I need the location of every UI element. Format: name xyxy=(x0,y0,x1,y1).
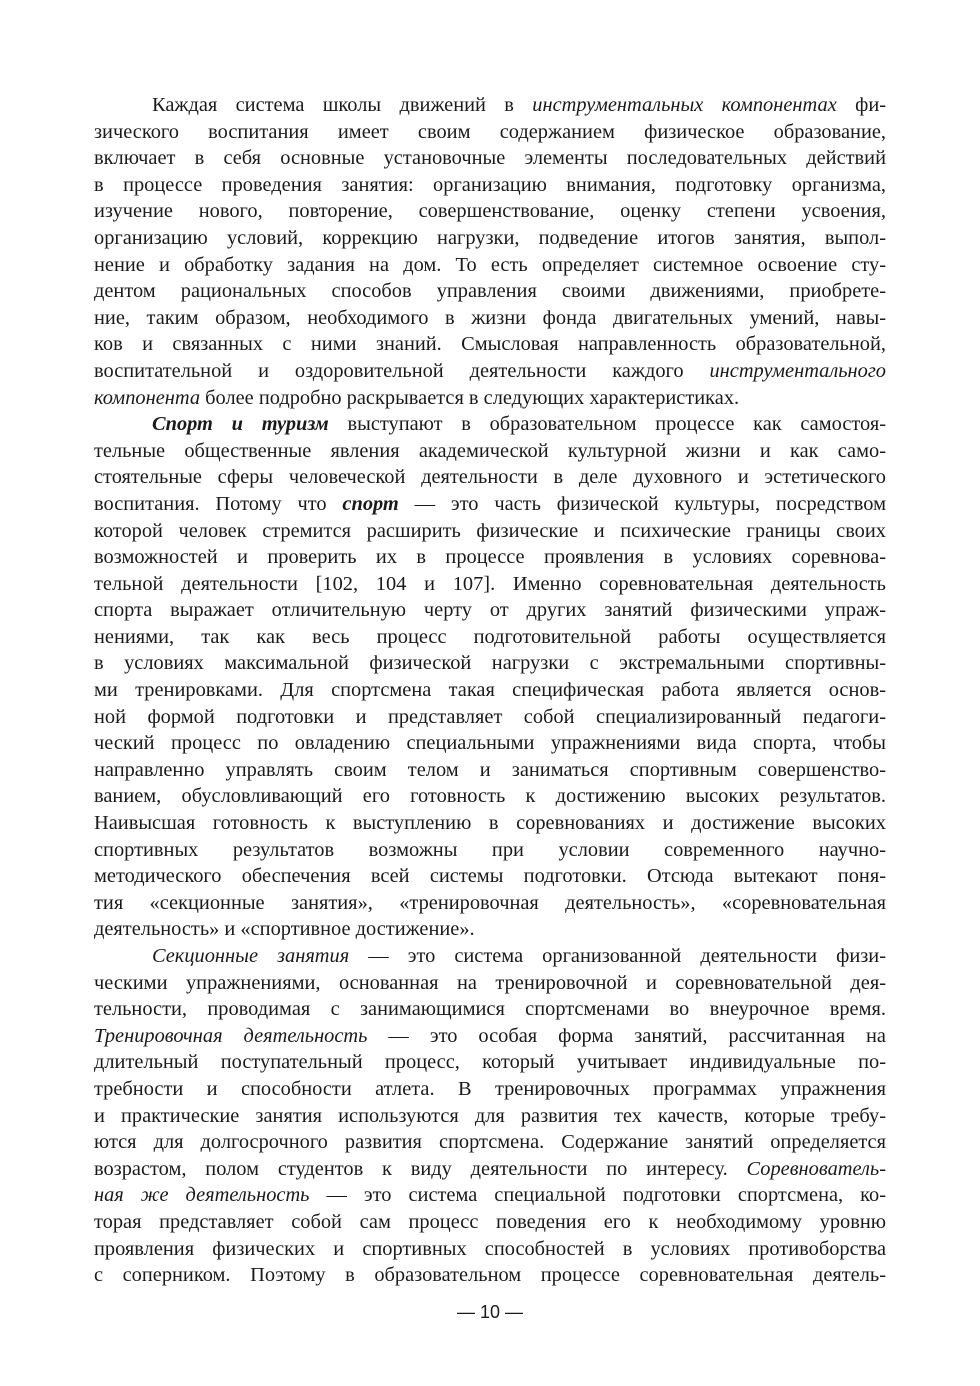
text-segment: включает в себя основные установочные элементы последовательных действий xyxy=(94,147,886,170)
text-line xyxy=(94,677,886,704)
text-line xyxy=(94,305,886,332)
text-line xyxy=(94,837,886,864)
text-line xyxy=(94,624,886,651)
text-segment: Наивысшая готовность к выступлению в соревнованиях и достижение высоких xyxy=(94,812,886,835)
text-segment: направленно управлять своим телом и заниматься спортивным совершенство- xyxy=(94,758,886,781)
text-segment: более подробно раскрывается в следующих характеристиках. xyxy=(200,386,740,409)
emphasis-text: инструментального xyxy=(709,359,886,382)
text-segment: тия «секционные занятия», «тренировочная деятельность», «соревновательная xyxy=(94,891,886,914)
text-line xyxy=(94,650,886,677)
text-segment: Каждая система школы движений в xyxy=(152,94,533,116)
text-segment: — это особая форма занятий, рассчитанная на xyxy=(367,1024,886,1047)
text-segment: ние, таким образом, необходимого в жизни фонда двигательных умений, навы- xyxy=(94,306,886,329)
text-line xyxy=(94,810,886,837)
text-segment: с соперником. Поэтому в образовательном процессе соревновательная деятель- xyxy=(94,1264,886,1287)
text-segment: возможностей и проверить их в процессе проявления в условиях соревнова- xyxy=(94,546,886,569)
text-line xyxy=(94,1076,886,1103)
text-segment: — это система специальной подготовки спортсмена, ко- xyxy=(309,1184,886,1207)
text-segment: требности и способности атлета. В тренировочных программах упражнения xyxy=(94,1077,886,1100)
text-segment: зического воспитания имеет своим содержанием физическое образование, xyxy=(94,120,886,143)
text-line xyxy=(94,518,886,545)
text-line xyxy=(94,119,886,146)
emphasis-text: инструментальных компонентах xyxy=(532,94,837,116)
text-line xyxy=(94,1209,886,1236)
text-line xyxy=(94,225,886,252)
text-segment: — это система организованной деятельности физи- xyxy=(349,945,886,967)
text-segment: ческий процесс по овладению специальными упражнениями вида спорта, чтобы xyxy=(94,732,886,755)
text-line xyxy=(94,252,886,279)
text-segment: выступают в образовательном процессе как самостоя- xyxy=(328,413,886,436)
text-line xyxy=(94,278,886,305)
text-segment: тельные общественные явления академической культурной жизни и как само- xyxy=(94,439,886,462)
text-line xyxy=(94,464,886,491)
text-segment: в процессе проведения занятия: организацию внимания, подготовку организма, xyxy=(94,173,886,196)
text-segment: изучение нового, повторение, совершенствование, оценку степени усвоения, xyxy=(94,200,886,223)
text-segment: и практические занятия используются для развития тех качеств, которые требу- xyxy=(94,1104,886,1127)
text-segment: деятельность» и «спортивное достижение». xyxy=(94,918,475,941)
text-line xyxy=(94,145,886,172)
text-segment: спорта выражает отличительную черту от других занятий физическими упраж- xyxy=(94,599,886,622)
emphasis-text: Спорт и туризм xyxy=(152,413,329,436)
emphasis-text: спорт xyxy=(342,492,399,515)
text-line xyxy=(94,198,886,225)
text-segment: нениями, так как весь процесс подготовительной работы осуществляется xyxy=(94,625,886,648)
emphasis-text: Соревнователь- xyxy=(746,1157,886,1180)
text-line xyxy=(94,970,886,997)
emphasis-text: ная же деятельность xyxy=(94,1184,310,1207)
text-line xyxy=(94,943,886,970)
text-segment: фи- xyxy=(836,94,887,116)
text-segment: длительный поступательный процесс, который учитывает индивидуальные по- xyxy=(94,1051,886,1074)
page-number: — 10 — xyxy=(456,1302,524,1322)
text-line xyxy=(94,783,886,810)
text-line xyxy=(94,863,886,890)
text-segment: возрастом, полом студентов к виду деятельности по интересу. xyxy=(94,1157,747,1180)
text-line xyxy=(94,385,886,412)
text-segment: ванием, обусловливающий его готовность к достижению высоких результатов. xyxy=(94,785,886,808)
text-segment: в условиях максимальной физической нагрузки с экстремальными спортивны- xyxy=(94,652,886,675)
text-line xyxy=(94,757,886,784)
text-line xyxy=(94,1023,886,1050)
text-segment: стоятельные сферы человеческой деятельности в деле духовного и эстетического xyxy=(94,466,886,489)
text-segment: проявления физических и спортивных способностей в условиях противоборства xyxy=(94,1237,886,1260)
body-text xyxy=(94,92,886,1289)
text-line xyxy=(94,1103,886,1130)
text-segment: спортивных результатов возможны при условии современного научно- xyxy=(94,838,886,861)
text-segment: — это часть физической культуры, посредством xyxy=(398,492,886,515)
text-segment: ются для долгосрочного развития спортсмена. Содержание занятий определяется xyxy=(94,1131,886,1154)
text-line xyxy=(94,438,886,465)
text-line xyxy=(94,1049,886,1076)
text-line xyxy=(94,1156,886,1183)
text-segment: ков и связанных с ними знаний. Смысловая направленность образовательной, xyxy=(94,333,886,356)
text-line xyxy=(94,597,886,624)
text-segment: которой человек стремится расширить физические и психические границы своих xyxy=(94,519,886,542)
text-segment: тельной деятельности [102, 104 и 107]. Именно соревновательная деятельность xyxy=(94,572,886,595)
text-line xyxy=(94,916,886,943)
text-line xyxy=(94,730,886,757)
text-segment: ной формой подготовки и представляет собой специализированный педагоги- xyxy=(94,705,886,728)
text-segment: ми тренировками. Для спортсмена такая специфическая работа является основ- xyxy=(94,679,886,702)
text-line xyxy=(94,996,886,1023)
text-line xyxy=(94,1129,886,1156)
text-line xyxy=(94,331,886,358)
text-line xyxy=(94,358,886,385)
text-segment: нение и обработку задания на дом. То есть определяет системное освоение сту- xyxy=(94,253,886,276)
text-line xyxy=(94,1182,886,1209)
text-line xyxy=(94,411,886,438)
emphasis-text: Секционные занятия xyxy=(152,945,350,967)
text-line xyxy=(94,172,886,199)
text-line xyxy=(94,890,886,917)
text-segment: воспитания. Потому что xyxy=(94,492,343,515)
text-segment: торая представляет собой сам процесс поведения его к необходимому уровню xyxy=(94,1210,886,1233)
text-segment: воспитательной и оздоровительной деятельности каждого xyxy=(94,359,710,382)
emphasis-text: Тренировочная деятельность xyxy=(94,1024,368,1047)
text-line xyxy=(94,704,886,731)
text-line xyxy=(94,491,886,518)
text-segment: методического обеспечения всей системы подготовки. Отсюда вытекают поня- xyxy=(94,865,886,888)
text-line xyxy=(94,1262,886,1289)
text-segment: ческими упражнениями, основанная на тренировочной и соревновательной дея- xyxy=(94,971,886,994)
emphasis-text: компонента xyxy=(94,386,201,409)
text-segment: дентом рациональных способов управления своими движениями, приобрете- xyxy=(94,280,886,303)
text-line xyxy=(94,571,886,598)
text-line xyxy=(94,92,886,119)
text-segment: организацию условий, коррекцию нагрузки, подведение итогов занятия, выпол- xyxy=(94,226,886,249)
text-segment: тельности, проводимая с занимающимися спортсменами во внеурочное время. xyxy=(94,998,886,1021)
text-line xyxy=(94,1236,886,1263)
text-line xyxy=(94,544,886,571)
